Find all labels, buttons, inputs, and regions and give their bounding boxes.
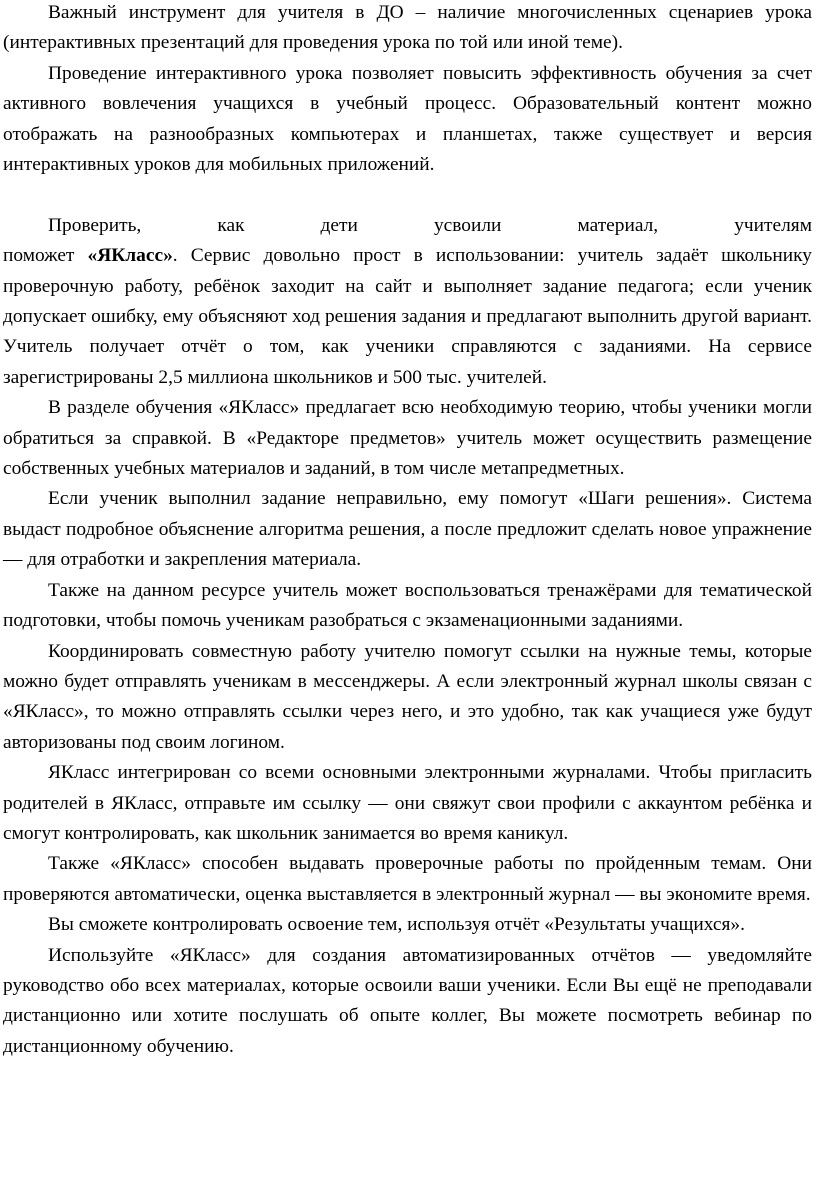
paragraph-interactive-lesson: Проведение интерактивного урока позволяет повысить эффективность обучения за счет активного вовлечения учащихся в учебный процесс. Образовательный контент можно отображать на разнообразных компьютерах и планшетах, также существует и версия интерактивных уроков для мобильных приложений. <box>3 62 812 176</box>
paragraph-solution-steps: Если ученик выполнил задание неправильно, ему помогут «Шаги решения». Система выдаст подробное объяснение алгоритма решения, а после предложит сделать новое упражнение — для отработки и закрепления материала. <box>3 488 812 571</box>
paragraph-journals: ЯКласс интегрирован со всеми основными электронными журналами. Чтобы пригласить родителей в ЯКласс, отправьте им ссылку — они свяжут свои профили с аккаунтом ребёнка и смогут контролировать, как школьник занимается во время каникул. <box>3 762 812 844</box>
blank-line <box>3 180 812 210</box>
intro-post-bold: . Сервис довольно прост в использовании: учитель задаёт школьнику проверочную работу, ребёнок заходит на сайт и выполняет задание педагога; если ученик допускает ошибку, ему объясняют ход решения задания и предлагают выполнить другой вариант. Учитель получает отчёт о том, как ученики справляются с заданиями. На сервисе зарегистрированы 2,5 миллиона школьников и 500 тыс. учителей. <box>3 245 812 388</box>
paragraph-reports-webinar: Используйте «ЯКласс» для создания автоматизированных отчётов — уведомляйте руководство обо всех материалах, которые освоили ваши ученики. Если Вы ещё не преподавали дистанционно или хотите послушать об опыте коллег, Вы можете посмотреть вебинар по дистанционному обучению. <box>3 944 812 1057</box>
yaklass-bold-name: «ЯКласс» <box>87 245 173 267</box>
intro-pre-bold: поможет <box>3 245 88 267</box>
paragraph-scenarios: Важный инструмент для учителя в ДО – наличие многочисленных сценариев урока (интерактивных презентаций для проведения урока по той или иной теме). <box>3 2 812 54</box>
paragraph-auto-tests: Также «ЯКласс» способен выдавать проверочные работы по пройденным темам. Они проверяются автоматически, оценка выставляется в электронный журнал — вы экономите время. <box>3 853 812 905</box>
paragraph-trainers: Также на данном ресурсе учитель может воспользоваться тренажёрами для тематической подготовки, чтобы помочь ученикам разобраться с экзаменационными заданиями. <box>3 579 812 632</box>
paragraph-results-report: Вы сможете контролировать освоение тем, используя отчёт «Результаты учащихся». <box>48 914 745 936</box>
paragraph-yaklass-intro-line: Проверить, как дети усвоили материал, учителям <box>48 214 812 236</box>
paragraph-yaklass-intro <box>3 241 812 393</box>
paragraph-coordination: Координировать совместную работу учителю помогут ссылки на нужные темы, которые можно будет отправлять ученикам в мессенджеры. А если электронный журнал школы связан с «ЯКласс», то можно отправлять ссылки через него, и это удобно, так как учащиеся уже будут авторизованы под своим логином. <box>3 640 812 753</box>
paragraph-theory-section: В разделе обучения «ЯКласс» предлагает всю необходимую теорию, чтобы ученики могли обратиться за справкой. В «Редакторе предметов» учитель может осуществить размещение собственных учебных материалов и заданий, в том числе метапредметных. <box>3 397 812 480</box>
